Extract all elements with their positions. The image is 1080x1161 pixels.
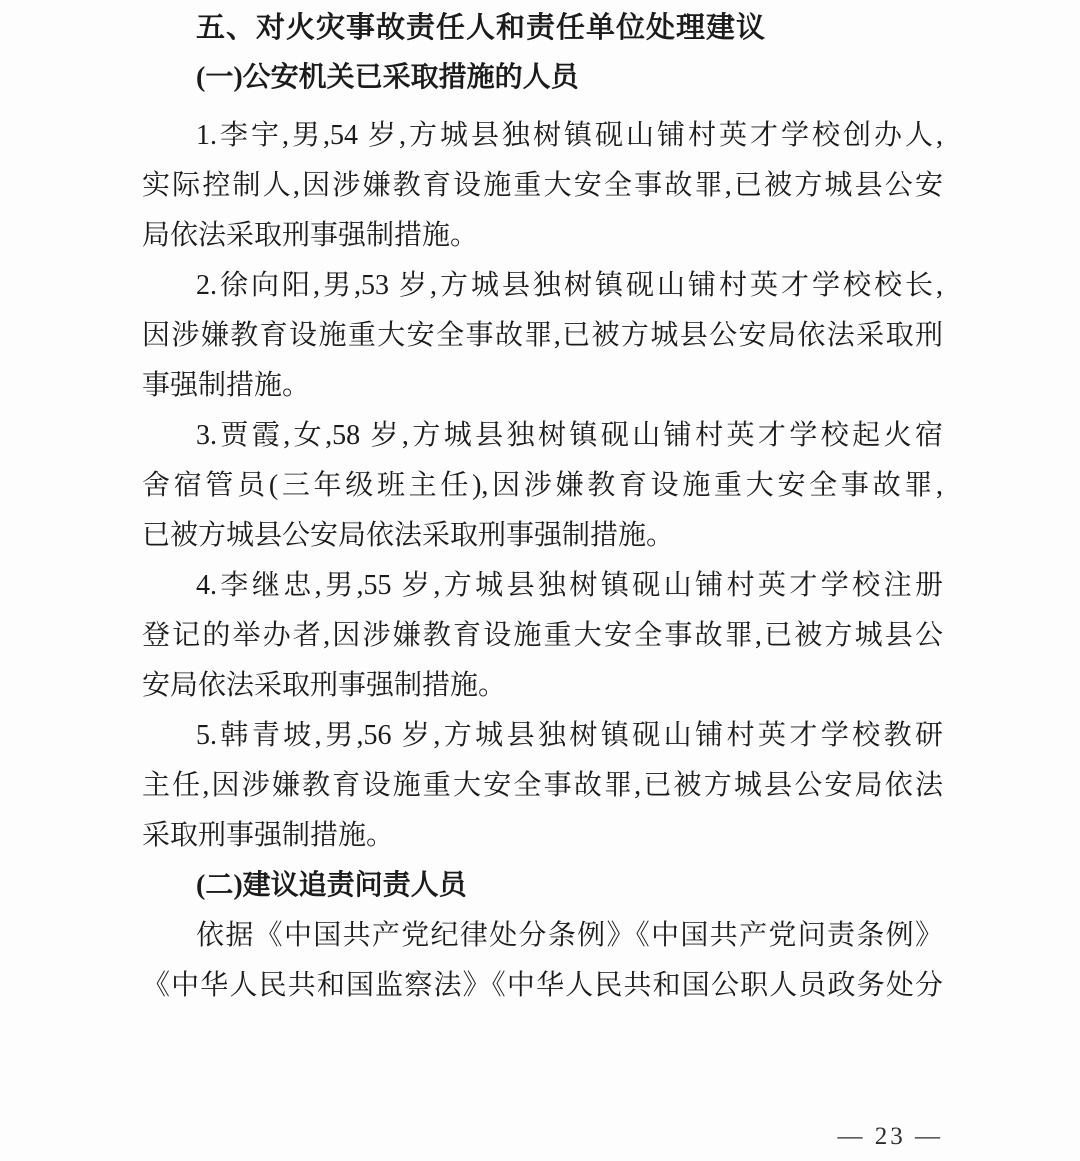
paragraph-line: 采取刑事强制措施。	[142, 820, 395, 851]
section-heading: 五、对火灾事故责任人和责任单位处理建议	[196, 12, 767, 44]
paragraph-line: 局依法采取刑事强制措施。	[142, 220, 479, 251]
paragraph-line: 1.李宇,男,54 岁,方城县独树镇砚山铺村英才学校创办人,	[196, 120, 943, 151]
paragraph-line: 2.徐向阳,男,53 岁,方城县独树镇砚山铺村英才学校校长,	[196, 270, 943, 301]
paragraph-line: 安局依法采取刑事强制措施。	[142, 670, 507, 701]
paragraph-line: 实际控制人,因涉嫌教育设施重大安全事故罪,已被方城县公安	[142, 170, 943, 201]
paragraph-line: 《中华人民共和国监察法》《中华人民共和国公职人员政务处分	[142, 970, 943, 1001]
paragraph-line: 因涉嫌教育设施重大安全事故罪,已被方城县公安局依法采取刑	[142, 320, 943, 351]
paragraph-line: 主任,因涉嫌教育设施重大安全事故罪,已被方城县公安局依法	[142, 770, 943, 801]
subsection-2-heading: (二)建议追责问责人员	[196, 870, 467, 901]
paragraph-line: 登记的举办者,因涉嫌教育设施重大安全事故罪,已被方城县公	[142, 620, 943, 651]
paragraph-line: 4.李继忠,男,55 岁,方城县独树镇砚山铺村英才学校注册	[196, 570, 943, 601]
paragraph-line: 3.贾霞,女,58 岁,方城县独树镇砚山铺村英才学校起火宿	[196, 420, 943, 451]
paragraph-line: 依据《中国共产党纪律处分条例》《中国共产党问责条例》	[196, 920, 943, 951]
paragraph-line: 舍宿管员(三年级班主任),因涉嫌教育设施重大安全事故罪,	[142, 470, 943, 501]
paragraph-line: 已被方城县公安局依法采取刑事强制措施。	[142, 520, 675, 551]
paragraph-line: 5.韩青坡,男,56 岁,方城县独树镇砚山铺村英才学校教研	[196, 720, 943, 751]
document-text-block	[142, 3, 943, 1011]
page-number: — 23 —	[837, 1123, 943, 1150]
subsection-1-heading: (一)公安机关已采取措施的人员	[196, 62, 579, 93]
paragraph-line: 事强制措施。	[142, 370, 311, 401]
